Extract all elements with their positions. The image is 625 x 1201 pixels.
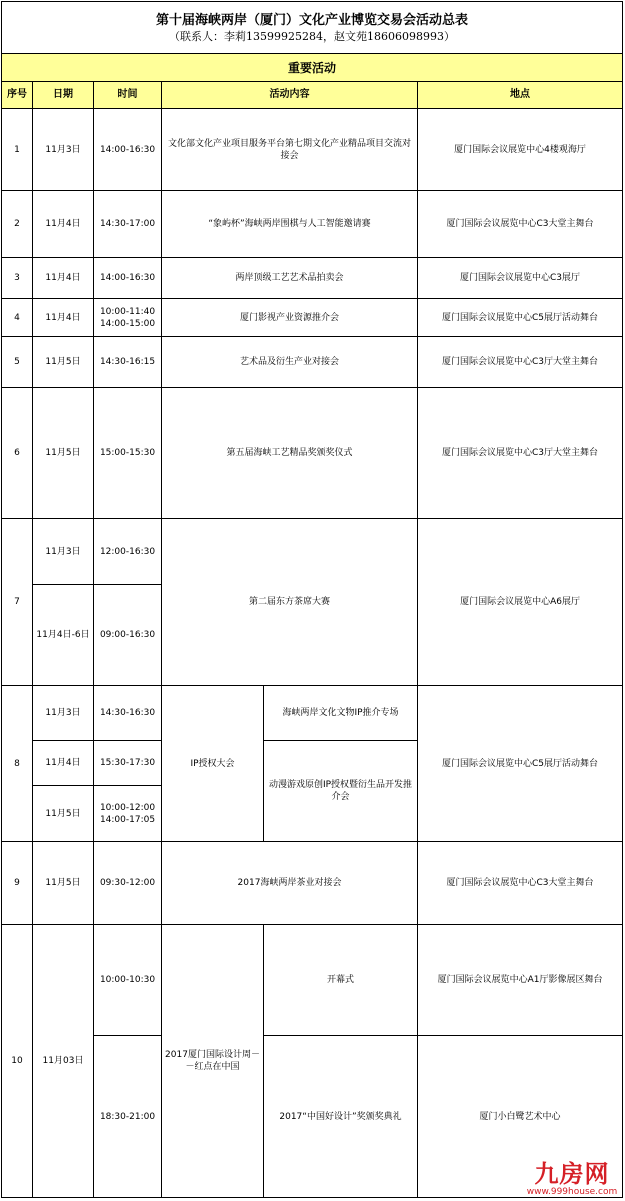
- row-venue: 厦门国际会议展览中心A1厅影像展区舞台: [418, 925, 623, 1036]
- table-row: [2, 109, 623, 191]
- row-time: 12:00-16:30: [94, 519, 162, 585]
- row-date: 11月5日: [33, 842, 94, 925]
- table-row: [2, 842, 623, 925]
- row-time: 15:00-15:30: [94, 388, 162, 519]
- row-venue: 厦门国际会议展览中心A6展厅: [418, 519, 623, 686]
- row-date: 11月4日-6日: [33, 585, 94, 686]
- row-no: 5: [2, 337, 33, 388]
- row-time: 14:30-16:15: [94, 337, 162, 388]
- row-time: [94, 786, 162, 842]
- row-subcontent: 开幕式: [264, 925, 418, 1036]
- table-row: [2, 519, 623, 585]
- row-date: 11月3日: [33, 686, 94, 741]
- row-venue: 厦门国际会议展览中心C3大堂主舞台: [418, 191, 623, 258]
- row-no: 8: [2, 686, 33, 842]
- row-venue: 厦门国际会议展览中心C3厅大堂主舞台: [418, 337, 623, 388]
- row-time: 14:00-16:30: [94, 109, 162, 191]
- row-date: 11月5日: [33, 337, 94, 388]
- row-time: 14:30-17:00: [94, 191, 162, 258]
- table-row: [2, 388, 623, 519]
- row-time-line: 10:00-11:40: [99, 306, 156, 317]
- row-venue: 厦门国际会议展览中心C3展厅: [418, 258, 623, 299]
- row-content: 厦门影视产业资源推介会: [162, 299, 418, 337]
- row-no: 2: [2, 191, 33, 258]
- row-subcontent: 海峡两岸文化文物IP推介专场: [264, 686, 418, 741]
- row-venue: 厦门国际会议展览中心C5展厅活动舞台: [418, 686, 623, 842]
- row-no: 3: [2, 258, 33, 299]
- title-cell: [2, 2, 623, 54]
- row-venue: 厦门小白鹭艺术中心: [418, 1036, 623, 1198]
- table-row: [2, 191, 623, 258]
- row-time: 14:00-16:30: [94, 258, 162, 299]
- table-row: [2, 686, 623, 741]
- row-date: 11月5日: [33, 388, 94, 519]
- row-content: 文化部文化产业项目服务平台第七期文化产业精品项目交流对接会: [162, 109, 418, 191]
- row-date: 11月4日: [33, 299, 94, 337]
- section-title: 重要活动: [2, 54, 623, 82]
- row-content: 第二届东方茶席大赛: [162, 519, 418, 686]
- col-header-date: 日期: [33, 82, 94, 109]
- row-venue: 厦门国际会议展览中心C5展厅活动舞台: [418, 299, 623, 337]
- row-no: 1: [2, 109, 33, 191]
- col-header-content: 活动内容: [162, 82, 418, 109]
- table-row: [2, 925, 623, 1036]
- row-time: 15:30-17:30: [94, 741, 162, 786]
- row-date: 11月3日: [33, 519, 94, 585]
- row-date: 11月03日: [33, 925, 94, 1198]
- row-subcontent: 动漫游戏原创IP授权暨衍生品开发推介会: [264, 741, 418, 842]
- row-time-line: 14:00-15:00: [99, 318, 156, 329]
- activity-table: [1, 1, 623, 1198]
- row-venue: 厦门国际会议展览中心C3厅大堂主舞台: [418, 388, 623, 519]
- page-title: 第十届海峡两岸（厦门）文化产业博览交易会活动总表: [156, 12, 469, 28]
- row-content: 艺术品及衍生产业对接会: [162, 337, 418, 388]
- row-venue: 厦门国际会议展览中心4楼观海厅: [418, 109, 623, 191]
- watermark-url: www.999house.com: [526, 1187, 618, 1197]
- table-row: [2, 258, 623, 299]
- col-header-venue: 地点: [418, 82, 623, 109]
- row-no: 9: [2, 842, 33, 925]
- row-date: 11月3日: [33, 109, 94, 191]
- row-date: 11月4日: [33, 741, 94, 786]
- row-time-line: 14:00-17:05: [99, 814, 156, 825]
- row-date: 11月4日: [33, 191, 94, 258]
- row-no: 6: [2, 388, 33, 519]
- watermark-logo: 九房网: [534, 1159, 610, 1188]
- col-header-time: 时间: [94, 82, 162, 109]
- row-group: IP授权大会: [162, 686, 264, 842]
- row-date: 11月5日: [33, 786, 94, 842]
- table-row: [2, 299, 623, 337]
- row-content: 两岸顶级工艺艺术品拍卖会: [162, 258, 418, 299]
- row-no: 10: [2, 925, 33, 1198]
- row-date: 11月4日: [33, 258, 94, 299]
- row-time: 09:30-12:00: [94, 842, 162, 925]
- row-content: 第五届海峡工艺精品奖颁奖仪式: [162, 388, 418, 519]
- row-subcontent: 2017“中国好设计”奖颁奖典礼: [264, 1036, 418, 1198]
- row-venue: 厦门国际会议展览中心C3大堂主舞台: [418, 842, 623, 925]
- row-time: [94, 299, 162, 337]
- row-content: 2017海峡两岸茶业对接会: [162, 842, 418, 925]
- col-header-no: 序号: [2, 82, 33, 109]
- row-time: 18:30-21:00: [94, 1036, 162, 1198]
- watermark: [523, 1161, 621, 1197]
- row-content: “象屿杯”海峡两岸围棋与人工智能邀请赛: [162, 191, 418, 258]
- row-no: 7: [2, 519, 33, 686]
- row-time-line: 10:00-12:00: [99, 802, 156, 813]
- contact-info: （联系人：李莉13599925284，赵文苑18606098993）: [169, 29, 455, 43]
- table-row: [2, 337, 623, 388]
- row-time: 09:00-16:30: [94, 585, 162, 686]
- row-no: 4: [2, 299, 33, 337]
- row-time: 10:00-10:30: [94, 925, 162, 1036]
- row-time: 14:30-16:30: [94, 686, 162, 741]
- header-row: [2, 82, 623, 109]
- row-group: 2017厦门国际设计周－－红点在中国: [162, 925, 264, 1198]
